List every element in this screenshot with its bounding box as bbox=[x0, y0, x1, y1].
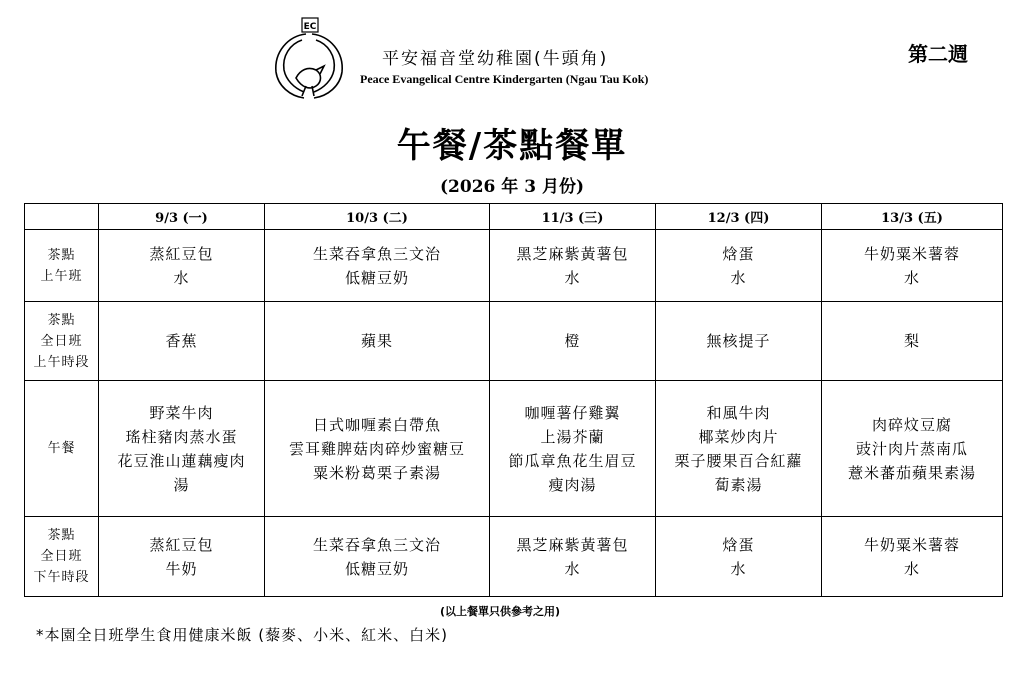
reference-note: (以上餐單只供參考之用) bbox=[440, 605, 561, 618]
row-label: 茶點 全日班 下午時段 bbox=[25, 517, 99, 597]
menu-cell: 野菜牛肉 瑤柱豬肉蒸水蛋 花豆淮山蓮藕瘦肉 湯 bbox=[99, 381, 265, 517]
school-name-en: Peace Evangelical Centre Kindergarten (Ngau Tau Kok) bbox=[360, 72, 649, 86]
table-header-row bbox=[25, 204, 1003, 230]
day-header: 13/3 (五) bbox=[822, 204, 1003, 230]
menu-cell: 香蕉 bbox=[99, 302, 265, 381]
menu-cell: 黑芝麻紫黃薯包 水 bbox=[490, 517, 656, 597]
day-header: 11/3 (三) bbox=[490, 204, 656, 230]
menu-cell: 牛奶粟米薯蓉 水 bbox=[822, 517, 1003, 597]
menu-cell: 日式咖喱素白帶魚 雲耳雞脾菇肉碎炒蜜糖豆 粟米粉葛栗子素湯 bbox=[265, 381, 490, 517]
menu-cell: 蒸紅豆包 水 bbox=[99, 230, 265, 302]
menu-cell: 梨 bbox=[822, 302, 1003, 381]
menu-cell: 生菜吞拿魚三文治 低糖豆奶 bbox=[265, 517, 490, 597]
day-header: 10/3 (二) bbox=[265, 204, 490, 230]
table-row bbox=[25, 230, 1003, 302]
week-label: 第二週 bbox=[908, 42, 968, 66]
day-header: 9/3 (一) bbox=[99, 204, 265, 230]
table-row bbox=[25, 302, 1003, 381]
page-subtitle: (2026 年 3 月份) bbox=[440, 177, 584, 197]
school-name-zh: 平安福音堂幼稚園(牛頭角) bbox=[382, 49, 609, 69]
menu-cell: 焓蛋 水 bbox=[656, 230, 822, 302]
menu-cell: 蒸紅豆包 牛奶 bbox=[99, 517, 265, 597]
rice-note: *本園全日班學生食用健康米飯 (藜麥、小米、紅米、白米) bbox=[36, 626, 448, 644]
corner-cell bbox=[25, 204, 99, 230]
menu-cell: 無核提子 bbox=[656, 302, 822, 381]
page-title: 午餐/茶點餐單 bbox=[396, 126, 628, 166]
menu-cell: 蘋果 bbox=[265, 302, 490, 381]
logo-text: EC bbox=[303, 22, 317, 32]
table-row bbox=[25, 381, 1003, 517]
menu-cell: 橙 bbox=[490, 302, 656, 381]
day-header: 12/3 (四) bbox=[656, 204, 822, 230]
row-label: 午餐 bbox=[25, 381, 99, 517]
menu-cell: 黑芝麻紫黃薯包 水 bbox=[490, 230, 656, 302]
table-row bbox=[25, 517, 1003, 597]
menu-cell: 牛奶粟米薯蓉 水 bbox=[822, 230, 1003, 302]
menu-cell: 咖喱薯仔雞翼 上湯芥蘭 節瓜章魚花生眉豆 瘦肉湯 bbox=[490, 381, 656, 517]
school-logo bbox=[266, 16, 352, 102]
menu-cell: 和風牛肉 椰菜炒肉片 栗子腰果百合紅蘿 蔔素湯 bbox=[656, 381, 822, 517]
row-label: 茶點 上午班 bbox=[25, 230, 99, 302]
menu-cell: 肉碎炆豆腐 豉汁肉片蒸南瓜 薏米蕃茄蘋果素湯 bbox=[822, 381, 1003, 517]
menu-table bbox=[24, 203, 1003, 597]
menu-cell: 生菜吞拿魚三文治 低糖豆奶 bbox=[265, 230, 490, 302]
menu-cell: 焓蛋 水 bbox=[656, 517, 822, 597]
row-label: 茶點 全日班 上午時段 bbox=[25, 302, 99, 381]
